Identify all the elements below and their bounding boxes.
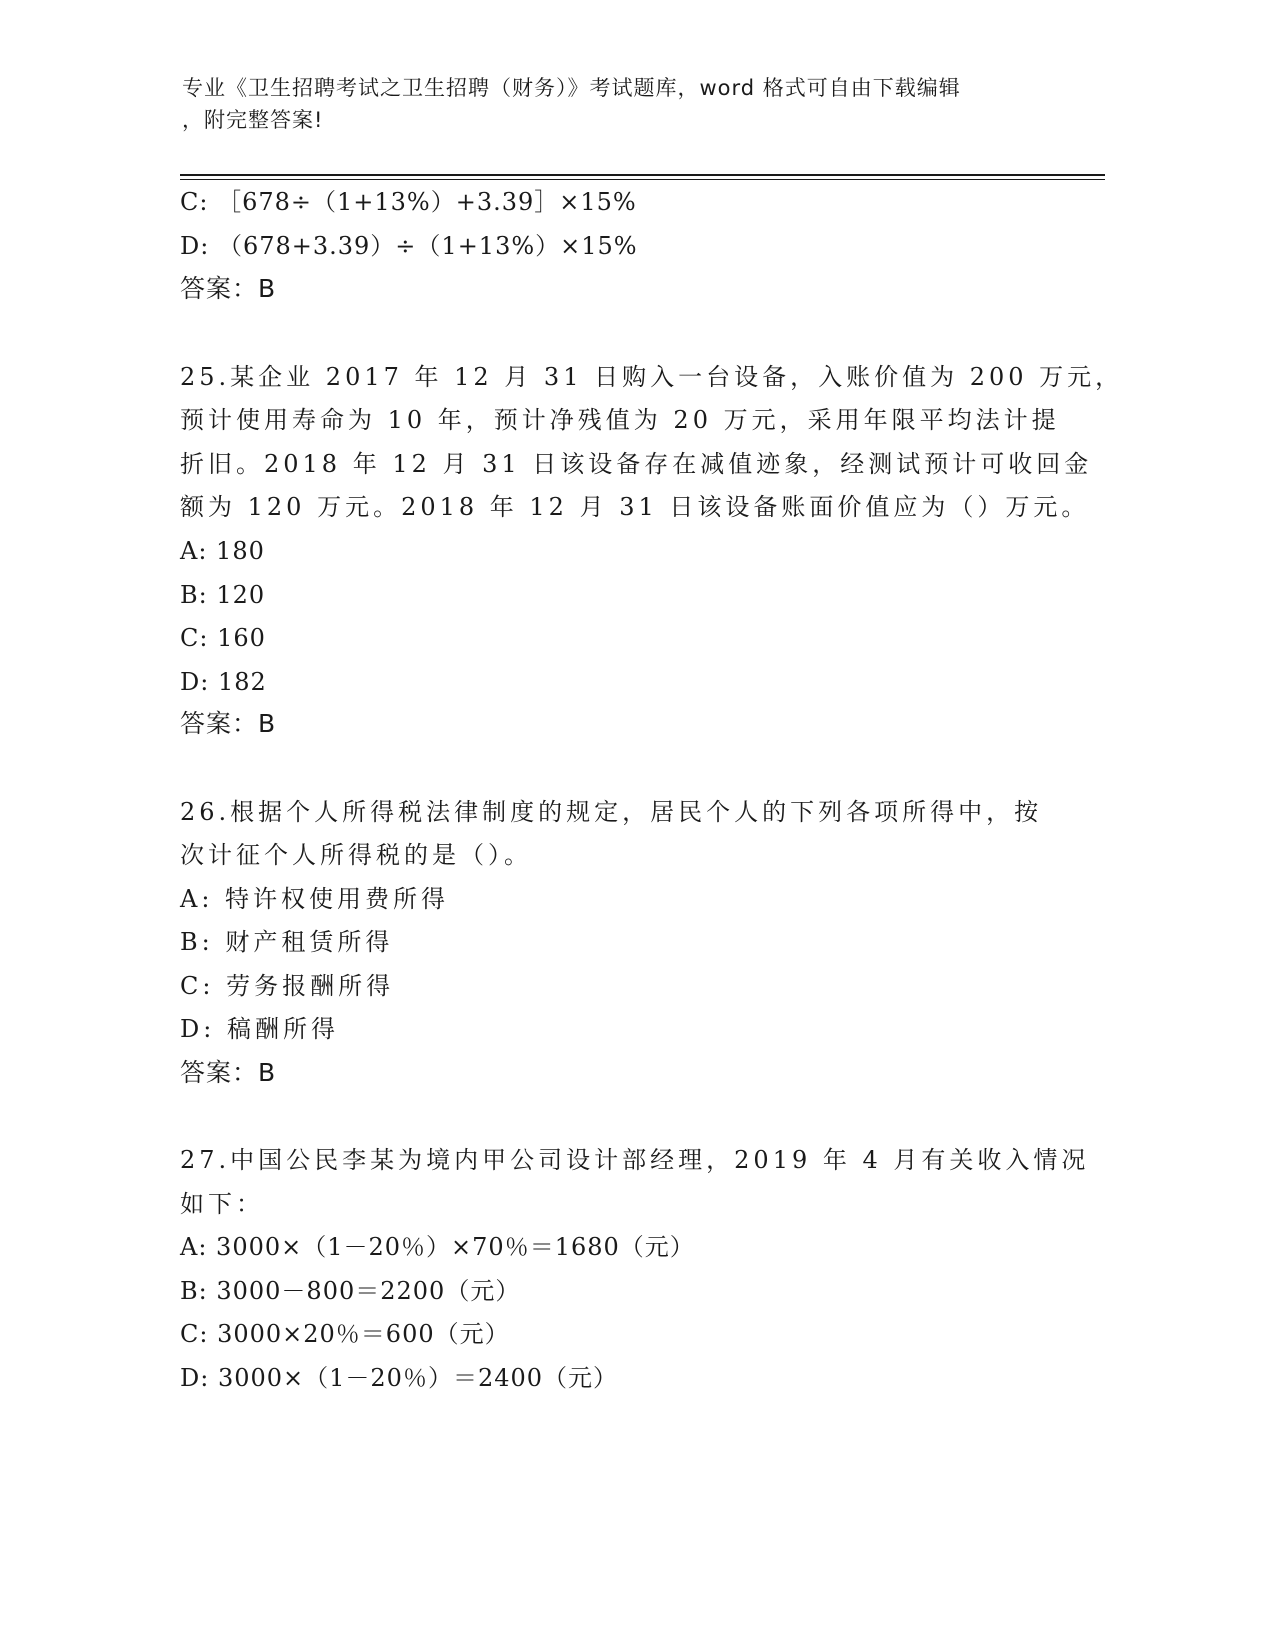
q27-option-d: D: 3000×（1－20％）＝2400（元） — [180, 1364, 619, 1392]
document-header — [182, 72, 1062, 136]
header-divider-thick — [180, 174, 1105, 176]
header-line-2: ，附完整答案! — [182, 108, 324, 132]
q26-option-d: D: 稿酬所得 — [180, 1015, 339, 1043]
q27-option-c: C: 3000×20％＝600（元） — [180, 1320, 510, 1348]
q25-option-d: D: 182 — [180, 668, 267, 696]
q25-text-line: 额为 120 万元。2018 年 12 月 31 日该设备账面价值应为（）万元。 — [180, 493, 1090, 521]
q24-option-d: D: （678+3.39）÷（1+13%）×15% — [180, 232, 638, 260]
header-line-1: 专业《卫生招聘考试之卫生招聘（财务）》考试题库，word 格式可自由下载编辑 — [182, 76, 961, 100]
q25-text-line: 折旧。2018 年 12 月 31 日该设备存在减值迹象，经测试预计可收回金 — [180, 450, 1093, 478]
q25-text-line: 25.某企业 2017 年 12 月 31 日购入一台设备，入账价值为 200 万元， — [180, 363, 1124, 391]
q25-option-a: A: 180 — [180, 537, 265, 565]
q26-option-c: C: 劳务报酬所得 — [180, 972, 395, 1000]
q26-text-line: 26.根据个人所得税法律制度的规定，居民个人的下列各项所得中，按 — [180, 798, 1043, 826]
q26-text-line: 次计征个人所得税的是（）。 — [180, 841, 532, 869]
q25-option-b: B: 120 — [180, 581, 266, 609]
q25-text-line: 预计使用寿命为 10 年，预计净残值为 20 万元，采用年限平均法计提 — [180, 406, 1060, 434]
q24-answer: 答案：B — [180, 274, 277, 303]
q26-option-a: A: 特许权使用费所得 — [180, 885, 450, 913]
header-divider-thin — [180, 179, 1105, 180]
q27-option-b: B: 3000－800＝2200（元） — [180, 1277, 521, 1305]
q27-text-line: 如下： — [180, 1190, 264, 1218]
q26-answer: 答案：B — [180, 1058, 277, 1087]
q26-option-b: B: 财产租赁所得 — [180, 928, 394, 956]
q25-option-c: C: 160 — [180, 624, 266, 652]
q24-option-c: C: ［678÷（1+13%）+3.39］×15% — [180, 188, 637, 216]
q27-text-line: 27.中国公民李某为境内甲公司设计部经理，2019 年 4 月有关收入情况 — [180, 1146, 1090, 1174]
q27-option-a: A: 3000×（1－20％）×70％＝1680（元） — [180, 1233, 695, 1261]
q25-answer: 答案：B — [180, 709, 277, 738]
